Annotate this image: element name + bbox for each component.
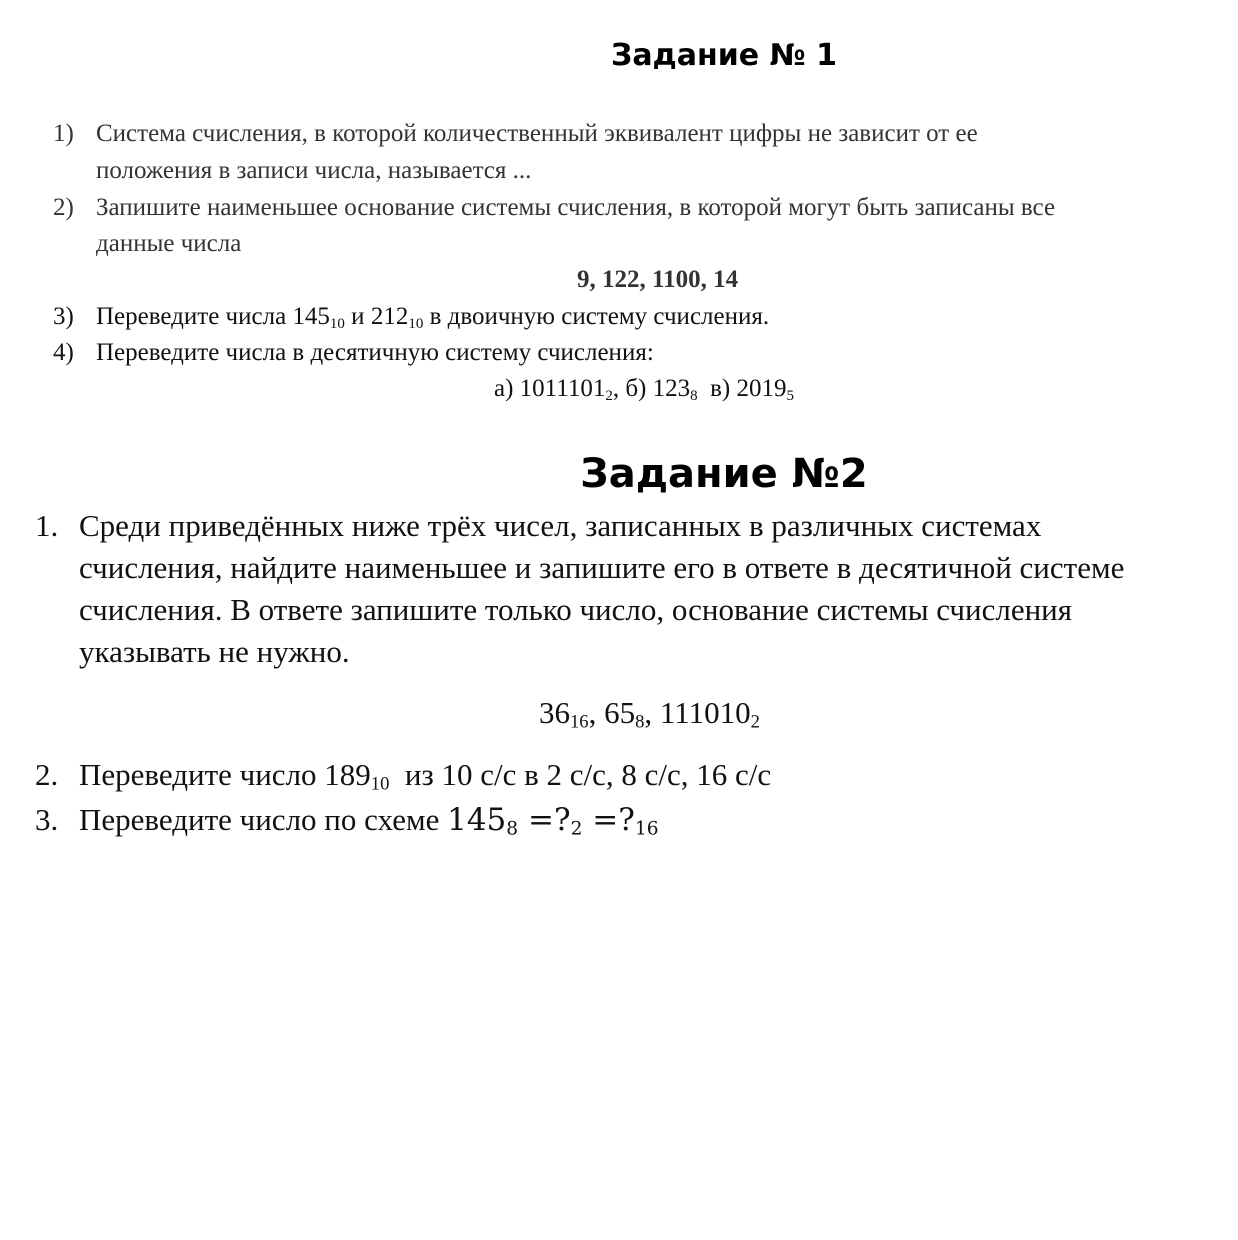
task2-title: Задание №2 <box>580 451 868 497</box>
list-item-number: 1. <box>35 508 59 543</box>
number-value: 145 <box>292 303 330 330</box>
list-item-number: 3) <box>53 303 74 330</box>
base-subscript: 10 <box>329 315 345 332</box>
task1-title: Задание № 1 <box>611 38 837 73</box>
list-item-number: 2) <box>53 194 74 221</box>
list-item-text: Запишите наименьшее основание системы счисления, в которой могут быть записаны все <box>96 194 1056 221</box>
number-value: 212 <box>370 303 409 330</box>
list-item-text: Переведите число $189_{10}$ из 10 с/с в 2 с/с, 8 с/с, 16 с/с <box>79 757 772 795</box>
list-item-text: Среди приведённых ниже трёх чисел, записанных в различных системах <box>79 508 1042 543</box>
list-item-text: указывать не нужно. <box>79 634 350 669</box>
list-item-text: Переведите числа в десятичную систему счисления: <box>96 339 654 366</box>
list-item-number: 2. <box>35 757 59 792</box>
list-item-number: 1) <box>53 120 74 147</box>
base-subscript: 10 <box>408 315 424 332</box>
list-item-text: Система счисления, в которой количественный эквивалент цифры не зависит от ее <box>96 120 978 147</box>
list-item-text: Переведите число по схеме $145_8$ $=?_2$ $=?_{16}$ <box>79 802 659 840</box>
list-item-number: 3. <box>35 802 59 837</box>
list-item-number: 4) <box>53 339 74 366</box>
list-item-text: счисления. В ответе запишите только число, основание системы счисления <box>79 592 1073 627</box>
base-subscript: 10 <box>370 773 390 795</box>
formula: $145_8$ $=?_2$ $=?_{16}$ <box>447 802 659 840</box>
given-numbers: 9, 122, 1100, 14 <box>577 266 739 293</box>
list-item-text: Переведите числа $145_{10}$ и $212_{10}$ в двоичную систему счисления. <box>96 303 770 332</box>
number-value: 189 <box>324 757 371 792</box>
list-item-text: данные числа <box>96 230 242 257</box>
numbers-to-convert: а) $1011101_2$, б) $123_8$ в) $2019_5$ <box>494 375 795 404</box>
list-item-text: положения в записи числа, называется ... <box>96 157 532 184</box>
numbers-to-compare: $36_{16}$, $65_8$, $111010_2$ <box>539 695 760 733</box>
list-item-text: счисления, найдите наименьшее и запишите его в ответе в десятичной системе <box>79 550 1125 585</box>
